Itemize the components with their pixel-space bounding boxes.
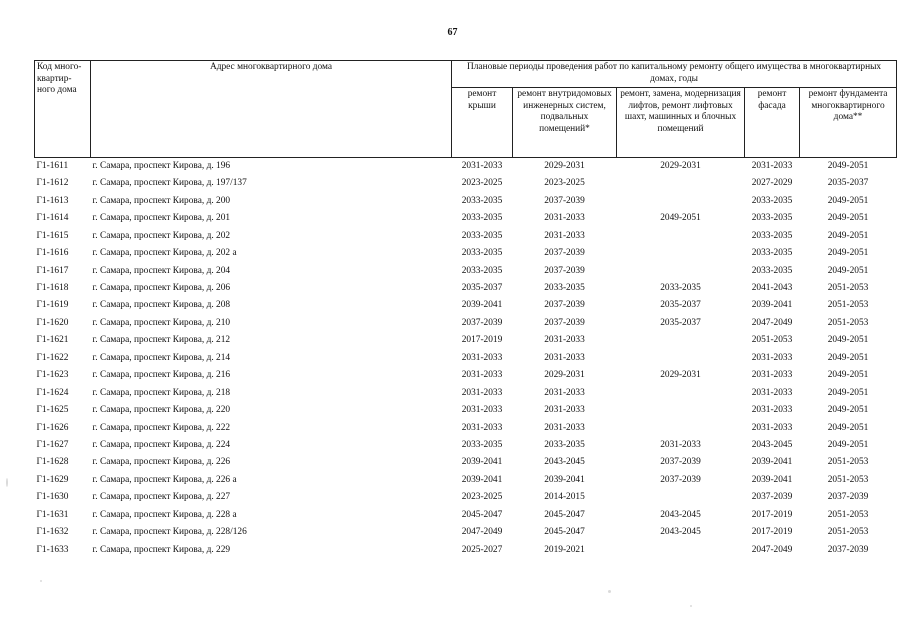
row-foundation-period: 2035-2037 — [827, 178, 869, 189]
row-foundation-period: 2051-2053 — [827, 300, 869, 311]
row-address: г. Самара, проспект Кирова, д. 202 а — [92, 248, 237, 259]
row-code: Г1-1616 — [36, 248, 69, 259]
table-row — [35, 245, 897, 262]
row-roof-period: 2031-2033 — [461, 422, 503, 433]
row-foundation-period: 2049-2051 — [827, 370, 869, 381]
row-engineering-period: 2031-2033 — [544, 335, 585, 346]
row-address: г. Самара, проспект Кирова, д. 204 — [92, 265, 231, 276]
row-code: Г1-1617 — [36, 265, 69, 276]
table-row — [35, 472, 897, 489]
row-lifts-period: 2043-2045 — [660, 527, 701, 538]
row-foundation-period: 2049-2051 — [827, 405, 869, 416]
row-roof-period: 2031-2033 — [461, 405, 503, 416]
table-row — [35, 158, 897, 176]
row-engineering-period: 2033-2035 — [544, 283, 585, 294]
row-facade-period: 2031-2033 — [751, 370, 793, 381]
row-code: Г1-1633 — [36, 544, 69, 555]
row-engineering-period: 2037-2039 — [544, 195, 585, 206]
row-lifts-period — [617, 402, 745, 419]
row-foundation-period: 2049-2051 — [827, 439, 869, 450]
row-code: Г1-1623 — [36, 370, 69, 381]
row-facade-period: 2039-2041 — [751, 474, 793, 485]
row-code: Г1-1618 — [36, 283, 69, 294]
row-lifts-period — [617, 385, 745, 402]
header-row-top — [35, 61, 897, 88]
row-facade-period: 2041-2043 — [751, 283, 793, 294]
row-roof-period: 2033-2035 — [461, 213, 503, 224]
row-roof-period: 2025-2027 — [461, 544, 503, 555]
table-row — [35, 210, 897, 227]
table-row — [35, 315, 897, 332]
table-row — [35, 524, 897, 541]
row-roof-period: 2031-2033 — [461, 387, 503, 398]
row-lifts-period — [617, 228, 745, 245]
row-engineering-period: 2037-2039 — [544, 300, 585, 311]
table-row — [35, 420, 897, 437]
row-foundation-period: 2049-2051 — [827, 195, 869, 206]
header-engineering: ремонт внутридомовых инженерных систем, подвальных помещений* — [513, 88, 617, 158]
header-lifts: ремонт, замена, модернизация лифтов, ремонт лифтовых шахт, машинных и блочных помещений — [617, 88, 745, 158]
row-engineering-period: 2033-2035 — [544, 439, 585, 450]
row-lifts-period: 2035-2037 — [660, 300, 701, 311]
row-facade-period: 2039-2041 — [751, 457, 793, 468]
row-address: г. Самара, проспект Кирова, д. 228 а — [92, 509, 237, 520]
row-engineering-period: 2039-2041 — [544, 474, 585, 485]
row-foundation-period: 2049-2051 — [827, 422, 869, 433]
row-facade-period: 2017-2019 — [751, 527, 793, 538]
row-facade-period: 2033-2035 — [751, 195, 793, 206]
row-address: г. Самара, проспект Кирова, д. 210 — [92, 317, 231, 328]
row-roof-period: 2033-2035 — [461, 248, 503, 259]
row-code: Г1-1612 — [36, 178, 69, 189]
row-lifts-period: 2033-2035 — [660, 283, 701, 294]
row-address: г. Самара, проспект Кирова, д. 228/126 — [92, 527, 247, 538]
row-code: Г1-1622 — [36, 352, 69, 363]
row-address: г. Самара, проспект Кирова, д. 226 а — [92, 474, 237, 485]
row-engineering-period: 2043-2045 — [544, 457, 585, 468]
row-facade-period: 2033-2035 — [751, 265, 793, 276]
row-facade-period: 2031-2033 — [751, 160, 793, 171]
row-lifts-period — [617, 350, 745, 367]
row-foundation-period: 2049-2051 — [827, 160, 869, 171]
row-code: Г1-1632 — [36, 527, 69, 538]
row-code: Г1-1626 — [36, 422, 69, 433]
row-address: г. Самара, проспект Кирова, д. 200 — [92, 195, 231, 206]
row-facade-period: 2017-2019 — [751, 509, 793, 520]
row-foundation-period: 2037-2039 — [827, 544, 869, 555]
row-roof-period: 2031-2033 — [461, 352, 503, 363]
row-code: Г1-1613 — [36, 195, 69, 206]
row-engineering-period: 2023-2025 — [544, 178, 585, 189]
table-row — [35, 367, 897, 384]
row-roof-period: 2035-2037 — [461, 283, 503, 294]
row-roof-period: 2039-2041 — [461, 457, 503, 468]
row-lifts-period: 2029-2031 — [660, 160, 701, 171]
row-lifts-period — [617, 489, 745, 506]
row-lifts-period: 2043-2045 — [660, 509, 701, 520]
row-facade-period: 2027-2029 — [751, 178, 793, 189]
row-facade-period: 2031-2033 — [751, 405, 793, 416]
row-facade-period: 2031-2033 — [751, 422, 793, 433]
row-address: г. Самара, проспект Кирова, д. 206 — [92, 283, 231, 294]
row-foundation-period: 2049-2051 — [827, 230, 869, 241]
row-address: г. Самара, проспект Кирова, д. 216 — [92, 370, 231, 381]
header-facade: ремонт фасада — [745, 88, 800, 158]
row-foundation-period: 2051-2053 — [827, 527, 869, 538]
row-engineering-period: 2029-2031 — [544, 160, 585, 171]
row-roof-period: 2037-2039 — [461, 317, 503, 328]
row-lifts-period — [617, 542, 745, 559]
table-row — [35, 263, 897, 280]
row-address: г. Самара, проспект Кирова, д. 208 — [92, 300, 231, 311]
row-facade-period: 2031-2033 — [751, 352, 793, 363]
row-engineering-period: 2031-2033 — [544, 230, 585, 241]
row-address: г. Самара, проспект Кирова, д. 212 — [92, 335, 231, 346]
table-row — [35, 437, 897, 454]
row-foundation-period: 2049-2051 — [827, 387, 869, 398]
row-engineering-period: 2037-2039 — [544, 265, 585, 276]
header-periods: Плановые периоды проведения работ по капитальному ремонту общего имущества в многоквартирных домах, годы — [452, 61, 897, 88]
row-facade-period: 2047-2049 — [751, 544, 793, 555]
row-engineering-period: 2031-2033 — [544, 352, 585, 363]
row-roof-period: 2033-2035 — [461, 439, 503, 450]
table-row — [35, 402, 897, 419]
header-address: Адрес многоквартирного дома — [91, 61, 452, 158]
row-foundation-period: 2051-2053 — [827, 474, 869, 485]
row-lifts-period — [617, 332, 745, 349]
table-body — [35, 158, 897, 560]
row-foundation-period: 2051-2053 — [827, 509, 869, 520]
row-engineering-period: 2019-2021 — [544, 544, 585, 555]
row-engineering-period: 2045-2047 — [544, 527, 585, 538]
row-address: г. Самара, проспект Кирова, д. 201 — [92, 213, 231, 224]
row-lifts-period: 2029-2031 — [660, 370, 701, 381]
row-address: г. Самара, проспект Кирова, д. 214 — [92, 352, 231, 363]
row-code: Г1-1629 — [36, 474, 69, 485]
row-roof-period: 2031-2033 — [461, 160, 503, 171]
row-foundation-period: 2051-2053 — [827, 283, 869, 294]
row-lifts-period — [617, 420, 745, 437]
row-address: г. Самара, проспект Кирова, д. 197/137 — [92, 178, 247, 189]
row-lifts-period: 2049-2051 — [660, 213, 701, 224]
scan-speck — [40, 580, 42, 582]
row-facade-period: 2037-2039 — [751, 492, 793, 503]
table-row — [35, 332, 897, 349]
row-foundation-period: 2049-2051 — [827, 213, 869, 224]
row-facade-period: 2039-2041 — [751, 300, 793, 311]
scan-speck — [608, 590, 611, 593]
table-row — [35, 385, 897, 402]
row-code: Г1-1611 — [36, 160, 69, 171]
row-code: Г1-1620 — [36, 317, 69, 328]
table-row — [35, 507, 897, 524]
table-row — [35, 489, 897, 506]
row-facade-period: 2031-2033 — [751, 387, 793, 398]
row-engineering-period: 2031-2033 — [544, 422, 585, 433]
row-address: г. Самара, проспект Кирова, д. 202 — [92, 230, 231, 241]
row-roof-period: 2033-2035 — [461, 265, 503, 276]
row-lifts-period: 2031-2033 — [660, 439, 701, 450]
row-lifts-period — [617, 245, 745, 262]
row-engineering-period: 2037-2039 — [544, 317, 585, 328]
row-foundation-period: 2051-2053 — [827, 457, 869, 468]
row-facade-period: 2033-2035 — [751, 230, 793, 241]
row-code: Г1-1615 — [36, 230, 69, 241]
row-engineering-period: 2031-2033 — [544, 387, 585, 398]
row-foundation-period: 2049-2051 — [827, 248, 869, 259]
table-row — [35, 454, 897, 471]
row-address: г. Самара, проспект Кирова, д. 220 — [92, 405, 231, 416]
row-address: г. Самара, проспект Кирова, д. 222 — [92, 422, 231, 433]
row-address: г. Самара, проспект Кирова, д. 196 — [92, 160, 231, 171]
capital-repair-schedule-table — [34, 60, 897, 559]
row-address: г. Самара, проспект Кирова, д. 227 — [92, 492, 231, 503]
row-engineering-period: 2037-2039 — [544, 248, 585, 259]
row-facade-period: 2043-2045 — [751, 439, 793, 450]
row-roof-period: 2039-2041 — [461, 300, 503, 311]
table-row — [35, 280, 897, 297]
table-row — [35, 175, 897, 192]
row-code: Г1-1628 — [36, 457, 69, 468]
row-roof-period: 2047-2049 — [461, 527, 503, 538]
row-lifts-period — [617, 263, 745, 280]
scan-speck — [6, 478, 8, 487]
row-lifts-period: 2037-2039 — [660, 474, 701, 485]
row-code: Г1-1631 — [36, 509, 69, 520]
header-foundation: ремонт фундамента многоквартирного дома** — [800, 88, 897, 158]
row-roof-period: 2033-2035 — [461, 195, 503, 206]
table-row — [35, 298, 897, 315]
header-code: Код много-квартир-ного дома — [35, 61, 91, 158]
header-roof: ремонт крыши — [452, 88, 513, 158]
row-foundation-period: 2051-2053 — [827, 317, 869, 328]
row-facade-period: 2033-2035 — [751, 248, 793, 259]
row-address: г. Самара, проспект Кирова, д. 229 — [92, 544, 231, 555]
row-roof-period: 2023-2025 — [461, 178, 503, 189]
row-lifts-period: 2037-2039 — [660, 457, 701, 468]
row-roof-period: 2045-2047 — [461, 509, 503, 520]
row-roof-period: 2017-2019 — [461, 335, 503, 346]
row-code: Г1-1619 — [36, 300, 69, 311]
row-code: Г1-1625 — [36, 405, 69, 416]
row-lifts-period — [617, 175, 745, 192]
row-roof-period: 2039-2041 — [461, 474, 503, 485]
table-row — [35, 350, 897, 367]
row-facade-period: 2051-2053 — [751, 335, 793, 346]
page-number: 67 — [447, 27, 458, 38]
row-code: Г1-1621 — [36, 335, 69, 346]
row-lifts-period: 2035-2037 — [660, 317, 701, 328]
row-foundation-period: 2049-2051 — [827, 352, 869, 363]
scan-speck — [690, 605, 692, 607]
row-lifts-period — [617, 193, 745, 210]
row-facade-period: 2047-2049 — [751, 317, 793, 328]
row-address: г. Самара, проспект Кирова, д. 224 — [92, 439, 231, 450]
row-roof-period: 2033-2035 — [461, 230, 503, 241]
row-foundation-period: 2049-2051 — [827, 265, 869, 276]
row-engineering-period: 2045-2047 — [544, 509, 585, 520]
row-roof-period: 2023-2025 — [461, 492, 503, 503]
table-row — [35, 542, 897, 559]
row-address: г. Самара, проспект Кирова, д. 218 — [92, 387, 231, 398]
row-foundation-period: 2049-2051 — [827, 335, 869, 346]
row-engineering-period: 2031-2033 — [544, 405, 585, 416]
row-code: Г1-1624 — [36, 387, 69, 398]
row-code: Г1-1627 — [36, 439, 69, 450]
row-engineering-period: 2029-2031 — [544, 370, 585, 381]
table-row — [35, 228, 897, 245]
row-engineering-period: 2031-2033 — [544, 213, 585, 224]
row-code: Г1-1630 — [36, 492, 69, 503]
row-foundation-period: 2037-2039 — [827, 492, 869, 503]
row-code: Г1-1614 — [36, 213, 69, 224]
row-address: г. Самара, проспект Кирова, д. 226 — [92, 457, 231, 468]
row-roof-period: 2031-2033 — [461, 370, 503, 381]
row-facade-period: 2033-2035 — [751, 213, 793, 224]
table-row — [35, 193, 897, 210]
row-engineering-period: 2014-2015 — [544, 492, 585, 503]
